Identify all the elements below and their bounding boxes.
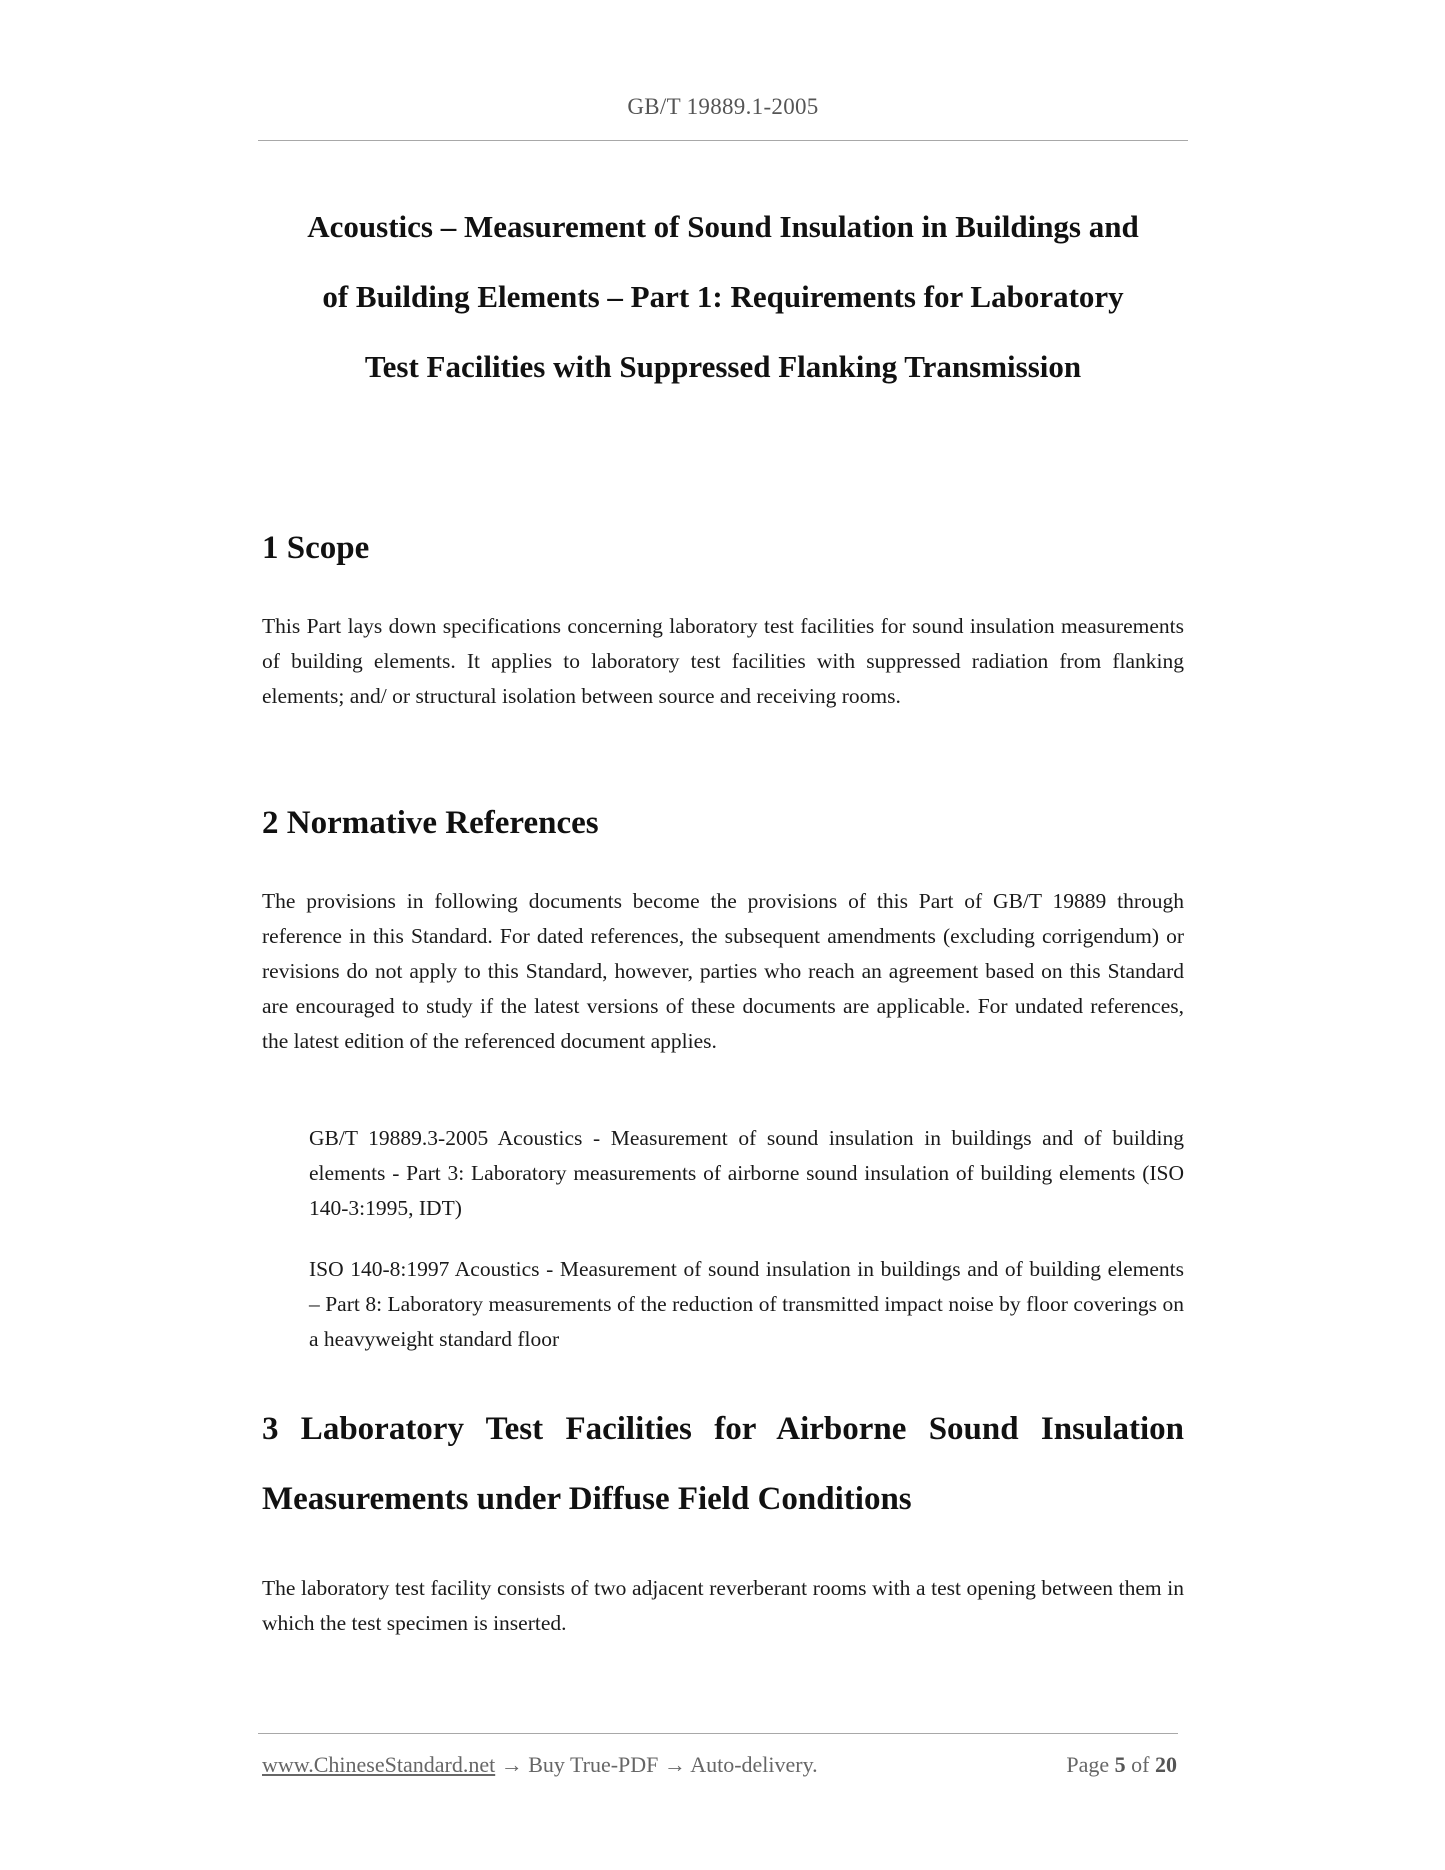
section-heading-normative-references: 2 Normative References: [262, 805, 599, 841]
section-heading-line-2: Measurements under Diffuse Field Conditions: [262, 1481, 912, 1517]
promo-text: → Buy True-PDF → Auto-delivery.: [495, 1752, 818, 1777]
header-rule: [258, 140, 1188, 141]
scope-paragraph: This Part lays down specifications concerning laboratory test facilities for sound insulation measurements of building elements. It applies to laboratory test facilities with suppressed radiation from flanking elements; and/ or structural isolation between source and receiving rooms.: [262, 614, 1184, 708]
title-line-2: of Building Elements – Part 1: Requirements for Laboratory: [322, 279, 1124, 314]
section-heading-laboratory-test-facilities: [262, 1394, 1184, 1534]
section-heading-line-1: 3 Laboratory Test Facilities for Airborne Sound Insulation: [262, 1411, 1184, 1447]
document-title: [258, 192, 1188, 402]
running-header: GB/T 19889.1-2005: [627, 94, 819, 119]
title-line-1: Acoustics – Measurement of Sound Insulation in Buildings and: [307, 209, 1139, 244]
page-number: 5: [1114, 1752, 1126, 1777]
reference-item: GB/T 19889.3-2005 Acoustics - Measurement of sound insulation in buildings and of building elements - Part 3: Laboratory measurements of airborne sound insulation of building elements (ISO 140-3:1995, IDT): [309, 1126, 1184, 1220]
of-label: of: [1131, 1752, 1150, 1777]
laboratory-facility-paragraph: The laboratory test facility consists of two adjacent reverberant rooms with a test opening between them in which the test specimen is inserted.: [262, 1576, 1184, 1635]
normative-references-paragraph: The provisions in following documents become the provisions of this Part of GB/T 19889 through reference in this Standard. For dated references, the subsequent amendments (excluding corrigendum) or revisions do not apply to this Standard, however, parties who reach an agreement based on this Standard are encouraged to study if the latest versions of these documents are applicable. For undated references, the latest edition of the referenced document applies.: [262, 889, 1184, 1053]
reference-item: ISO 140-8:1997 Acoustics - Measurement of sound insulation in buildings and of building elements – Part 8: Laboratory measurements of the reduction of transmitted impact noise by floor coverings on a heavyweight standard floor: [309, 1257, 1184, 1351]
footer-rule: [258, 1733, 1178, 1734]
site-link[interactable]: www.ChineseStandard.net: [262, 1752, 496, 1777]
page-indicator: [1066, 1752, 1177, 1778]
section-heading-scope: 1 Scope: [262, 530, 370, 566]
page-total: 20: [1155, 1752, 1177, 1777]
page-label: Page: [1066, 1752, 1110, 1777]
title-line-3: Test Facilities with Suppressed Flanking Transmission: [364, 349, 1082, 384]
footer-promo: [262, 1752, 818, 1778]
